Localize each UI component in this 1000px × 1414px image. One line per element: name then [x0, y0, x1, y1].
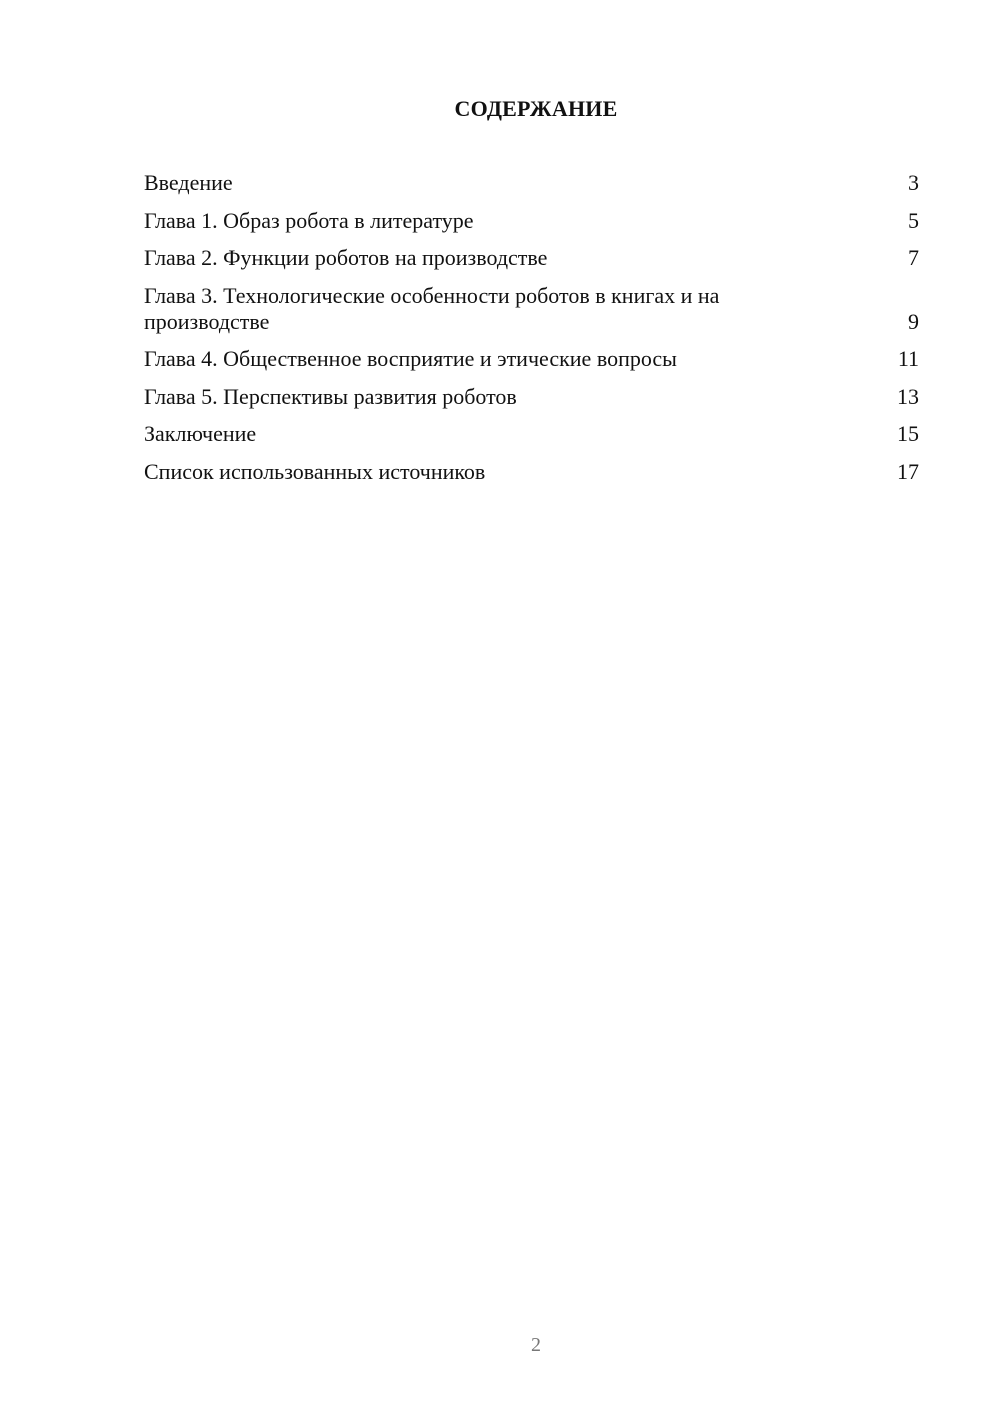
toc-entry-chapter-2 — [144, 245, 919, 271]
toc-entry-chapter-1 — [144, 208, 919, 234]
toc-entry-page: 5 — [908, 207, 919, 233]
toc-entry-page: 3 — [908, 170, 919, 195]
toc-entry-chapter-5 — [144, 384, 919, 410]
table-of-contents — [144, 170, 919, 496]
toc-entry-title: Введение — [144, 170, 233, 195]
toc-entry-introduction — [144, 170, 919, 196]
toc-entry-title: Список использованных источников — [144, 458, 486, 484]
toc-entry-page: 15 — [897, 421, 919, 446]
toc-entry-conclusion — [144, 421, 919, 447]
toc-entry-references — [144, 459, 919, 485]
toc-entry-page: 17 — [897, 458, 919, 484]
toc-entry-chapter-3 — [144, 283, 919, 335]
toc-entry-title: Глава 3. Технологические особенности роботов в книгах и на производстве — [144, 282, 720, 334]
toc-entry-page: 11 — [897, 346, 919, 371]
toc-entry-title: Глава 2. Функции роботов на производстве — [144, 245, 548, 270]
toc-entry-page: 7 — [908, 245, 919, 270]
page-number: 2 — [531, 1334, 541, 1356]
toc-entry-title: Глава 5. Перспективы развития роботов — [144, 383, 517, 409]
toc-entry-title: Заключение — [144, 421, 257, 446]
toc-entry-page: 9 — [908, 308, 919, 334]
page-title: СОДЕРЖАНИЕ — [454, 96, 618, 121]
toc-entry-page: 13 — [897, 383, 919, 409]
toc-entry-chapter-4 — [144, 346, 919, 372]
toc-entry-title: Глава 1. Образ робота в литературе — [144, 207, 474, 233]
toc-entry-title: Глава 4. Общественное восприятие и этические вопросы — [144, 346, 677, 371]
